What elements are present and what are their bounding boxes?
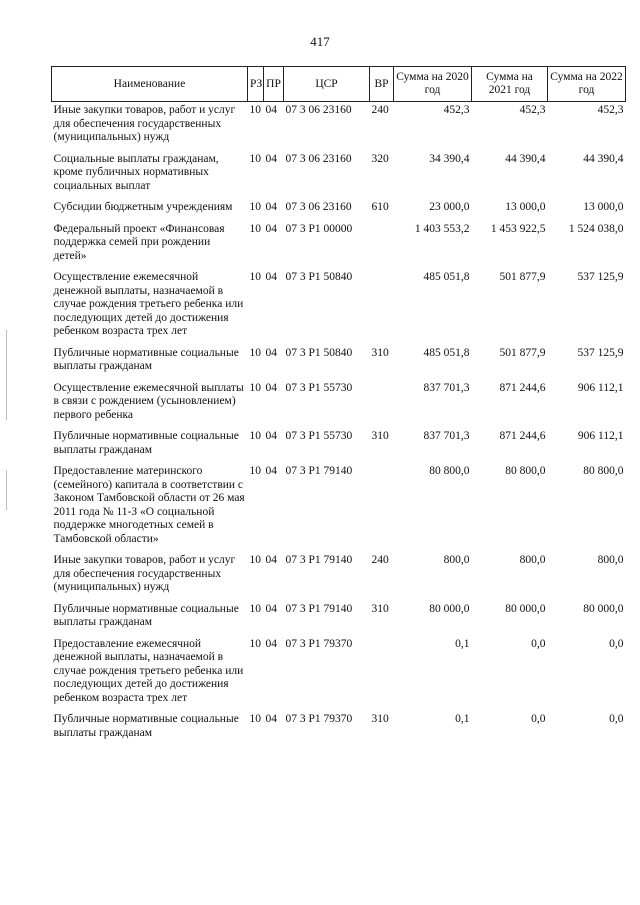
cell-sum-2020: 837 701,3 (423, 381, 470, 394)
cell-sum-2021: 501 877,9 (499, 271, 546, 283)
cell-vr: 310 (371, 430, 389, 442)
cell-rz: 10 (249, 430, 261, 442)
cell-sum-2022: 80 000,0 (583, 602, 624, 615)
cell-name: Предоставление материнского (семейного) капитала в соответствии с Законом Тамбовской области от 26 мая 2011 года № 11-З «О социальной поддержке многодетных семей в Тамбовской области» (53, 465, 245, 545)
cell-rz: 10 (249, 465, 261, 477)
table-row (52, 428, 626, 463)
cell-sum-2020: 80 800,0 (429, 465, 470, 477)
cell-sum-2020: 23 000,0 (429, 201, 470, 213)
cell-sum-2022: 537 125,9 (577, 271, 624, 283)
cell-pr: 04 (265, 346, 277, 359)
cell-sum-2021: 800,0 (519, 554, 546, 566)
header-csr: ЦСР (284, 67, 370, 102)
cell-vr (370, 269, 394, 345)
cell-sum-2022: 537 125,9 (577, 346, 624, 359)
cell-pr: 04 (265, 222, 277, 235)
table-body (52, 102, 626, 747)
cell-sum-2021: 1 453 922,5 (490, 222, 546, 235)
cell-rz: 10 (249, 602, 261, 615)
cell-name: Иные закупки товаров, работ и услуг для обеспечения государственных (муниципальных) нужд (53, 104, 236, 143)
cell-sum-2021: 452,3 (519, 104, 546, 116)
cell-csr: 07 3 P1 79370 (285, 713, 353, 725)
cell-name: Иные закупки товаров, работ и услуг для обеспечения государственных (муниципальных) нужд (53, 554, 236, 593)
cell-vr (370, 636, 394, 712)
header-rz: РЗ (248, 67, 264, 102)
cell-sum-2022: 0,0 (609, 637, 624, 650)
cell-sum-2020: 1 403 553,2 (414, 222, 470, 235)
cell-name: Федеральный проект «Финансовая поддержка семей при рождении детей» (53, 222, 225, 262)
cell-sum-2020: 485 051,8 (423, 271, 470, 283)
cell-sum-2020: 80 000,0 (429, 602, 470, 615)
cell-sum-2021: 44 390,4 (505, 152, 546, 165)
cell-name: Субсидии бюджетным учреждениям (53, 201, 233, 213)
cell-csr: 07 3 P1 50840 (285, 346, 353, 359)
cell-vr: 310 (371, 602, 389, 615)
table-row (52, 711, 626, 746)
cell-rz: 10 (249, 222, 261, 235)
table-row (52, 345, 626, 380)
page-number: 417 (310, 34, 330, 49)
cell-csr: 07 3 P1 55730 (285, 381, 353, 394)
cell-pr: 04 (265, 201, 277, 213)
cell-sum-2020: 800,0 (443, 554, 470, 566)
cell-pr: 04 (265, 104, 277, 116)
cell-name: Предоставление ежемесячной денежной выплаты, назначаемой в случае рождения третьего ребенка или последующих детей до достижения ребенком возраста трех лет (53, 637, 244, 704)
cell-sum-2020: 485 051,8 (423, 346, 470, 359)
cell-sum-2022: 452,3 (597, 104, 624, 116)
cell-name: Публичные нормативные социальные выплаты гражданам (53, 430, 239, 456)
cell-csr: 07 3 P1 79370 (285, 637, 353, 650)
cell-rz: 10 (249, 554, 261, 566)
cell-sum-2022: 906 112,1 (577, 430, 624, 442)
cell-sum-2021: 871 244,6 (499, 430, 546, 442)
cell-pr: 04 (265, 152, 277, 165)
cell-rz: 10 (249, 346, 261, 359)
cell-vr: 240 (371, 104, 389, 116)
table-row (52, 102, 626, 151)
cell-sum-2022: 0,0 (609, 713, 624, 725)
cell-vr: 320 (371, 152, 389, 165)
cell-sum-2022: 1 524 038,0 (568, 222, 624, 235)
cell-rz: 10 (249, 713, 261, 725)
cell-csr: 07 3 P1 79140 (285, 602, 353, 615)
cell-sum-2021: 80 800,0 (505, 465, 546, 477)
budget-table (51, 66, 626, 746)
cell-csr: 07 3 06 23160 (285, 201, 352, 213)
cell-sum-2022: 80 800,0 (583, 465, 624, 477)
cell-vr (370, 380, 394, 429)
table-row (52, 380, 626, 429)
cell-name: Осуществление ежемесячной денежной выплаты, назначаемой в случае рождения третьего ребенка или последующих детей до достижения ребенком возраста трех лет (53, 271, 244, 337)
cell-csr: 07 3 P1 00000 (285, 222, 353, 235)
cell-pr: 04 (265, 602, 277, 615)
cell-pr: 04 (265, 637, 277, 650)
table-row (52, 269, 626, 345)
header-pr: ПР (264, 67, 284, 102)
table-row (52, 552, 626, 601)
cell-sum-2020: 34 390,4 (429, 152, 470, 165)
header-sum-2021: Сумма на 2021 год (472, 67, 548, 102)
cell-vr (370, 221, 394, 270)
header-vr: ВР (370, 67, 394, 102)
cell-csr: 07 3 06 23160 (285, 104, 352, 116)
table-row (52, 199, 626, 221)
cell-pr: 04 (265, 381, 277, 394)
cell-sum-2020: 0,1 (455, 637, 470, 650)
cell-rz: 10 (249, 271, 261, 283)
cell-pr: 04 (265, 713, 277, 725)
cell-csr: 07 3 P1 55730 (285, 430, 353, 442)
cell-sum-2021: 871 244,6 (499, 381, 546, 394)
cell-sum-2021: 13 000,0 (505, 201, 546, 213)
cell-sum-2020: 0,1 (455, 713, 470, 725)
cell-name: Публичные нормативные социальные выплаты гражданам (53, 346, 239, 372)
cell-rz: 10 (249, 381, 261, 394)
cell-name: Публичные нормативные социальные выплаты гражданам (53, 602, 239, 628)
table-header-row (52, 67, 626, 102)
header-name: Наименование (52, 67, 248, 102)
margin-mark (6, 330, 7, 420)
cell-vr: 310 (371, 346, 389, 359)
table-row (52, 463, 626, 552)
cell-vr: 240 (371, 554, 389, 566)
cell-vr: 310 (371, 713, 389, 725)
cell-pr: 04 (265, 465, 277, 477)
cell-sum-2022: 800,0 (597, 554, 624, 566)
cell-sum-2020: 837 701,3 (423, 430, 470, 442)
cell-vr (370, 463, 394, 552)
margin-mark (6, 470, 7, 510)
table-row (52, 636, 626, 712)
cell-rz: 10 (249, 637, 261, 650)
cell-csr: 07 3 P1 50840 (285, 271, 353, 283)
cell-rz: 10 (249, 104, 261, 116)
table-row (52, 221, 626, 270)
cell-pr: 04 (265, 271, 277, 283)
cell-pr: 04 (265, 554, 277, 566)
cell-csr: 07 3 P1 79140 (285, 554, 353, 566)
cell-name: Осуществление ежемесячной выплаты в связи с рождением (усыновлением) первого ребенка (53, 381, 244, 421)
cell-sum-2021: 0,0 (531, 713, 546, 725)
cell-sum-2022: 44 390,4 (583, 152, 624, 165)
cell-name: Социальные выплаты гражданам, кроме публичных нормативных социальных выплат (53, 152, 219, 192)
header-sum-2020: Сумма на 2020 год (394, 67, 472, 102)
table-row (52, 601, 626, 636)
header-sum-2022: Сумма на 2022 год (548, 67, 626, 102)
cell-csr: 07 3 06 23160 (285, 152, 352, 165)
cell-sum-2022: 906 112,1 (577, 381, 624, 394)
table-row (52, 151, 626, 200)
cell-name: Публичные нормативные социальные выплаты гражданам (53, 713, 239, 739)
cell-sum-2021: 80 000,0 (505, 602, 546, 615)
cell-rz: 10 (249, 201, 261, 213)
cell-sum-2022: 13 000,0 (583, 201, 624, 213)
cell-vr: 610 (371, 201, 389, 213)
cell-sum-2020: 452,3 (443, 104, 470, 116)
cell-sum-2021: 0,0 (531, 637, 546, 650)
cell-rz: 10 (249, 152, 261, 165)
cell-sum-2021: 501 877,9 (499, 346, 546, 359)
cell-pr: 04 (265, 430, 277, 442)
cell-csr: 07 3 P1 79140 (285, 465, 353, 477)
